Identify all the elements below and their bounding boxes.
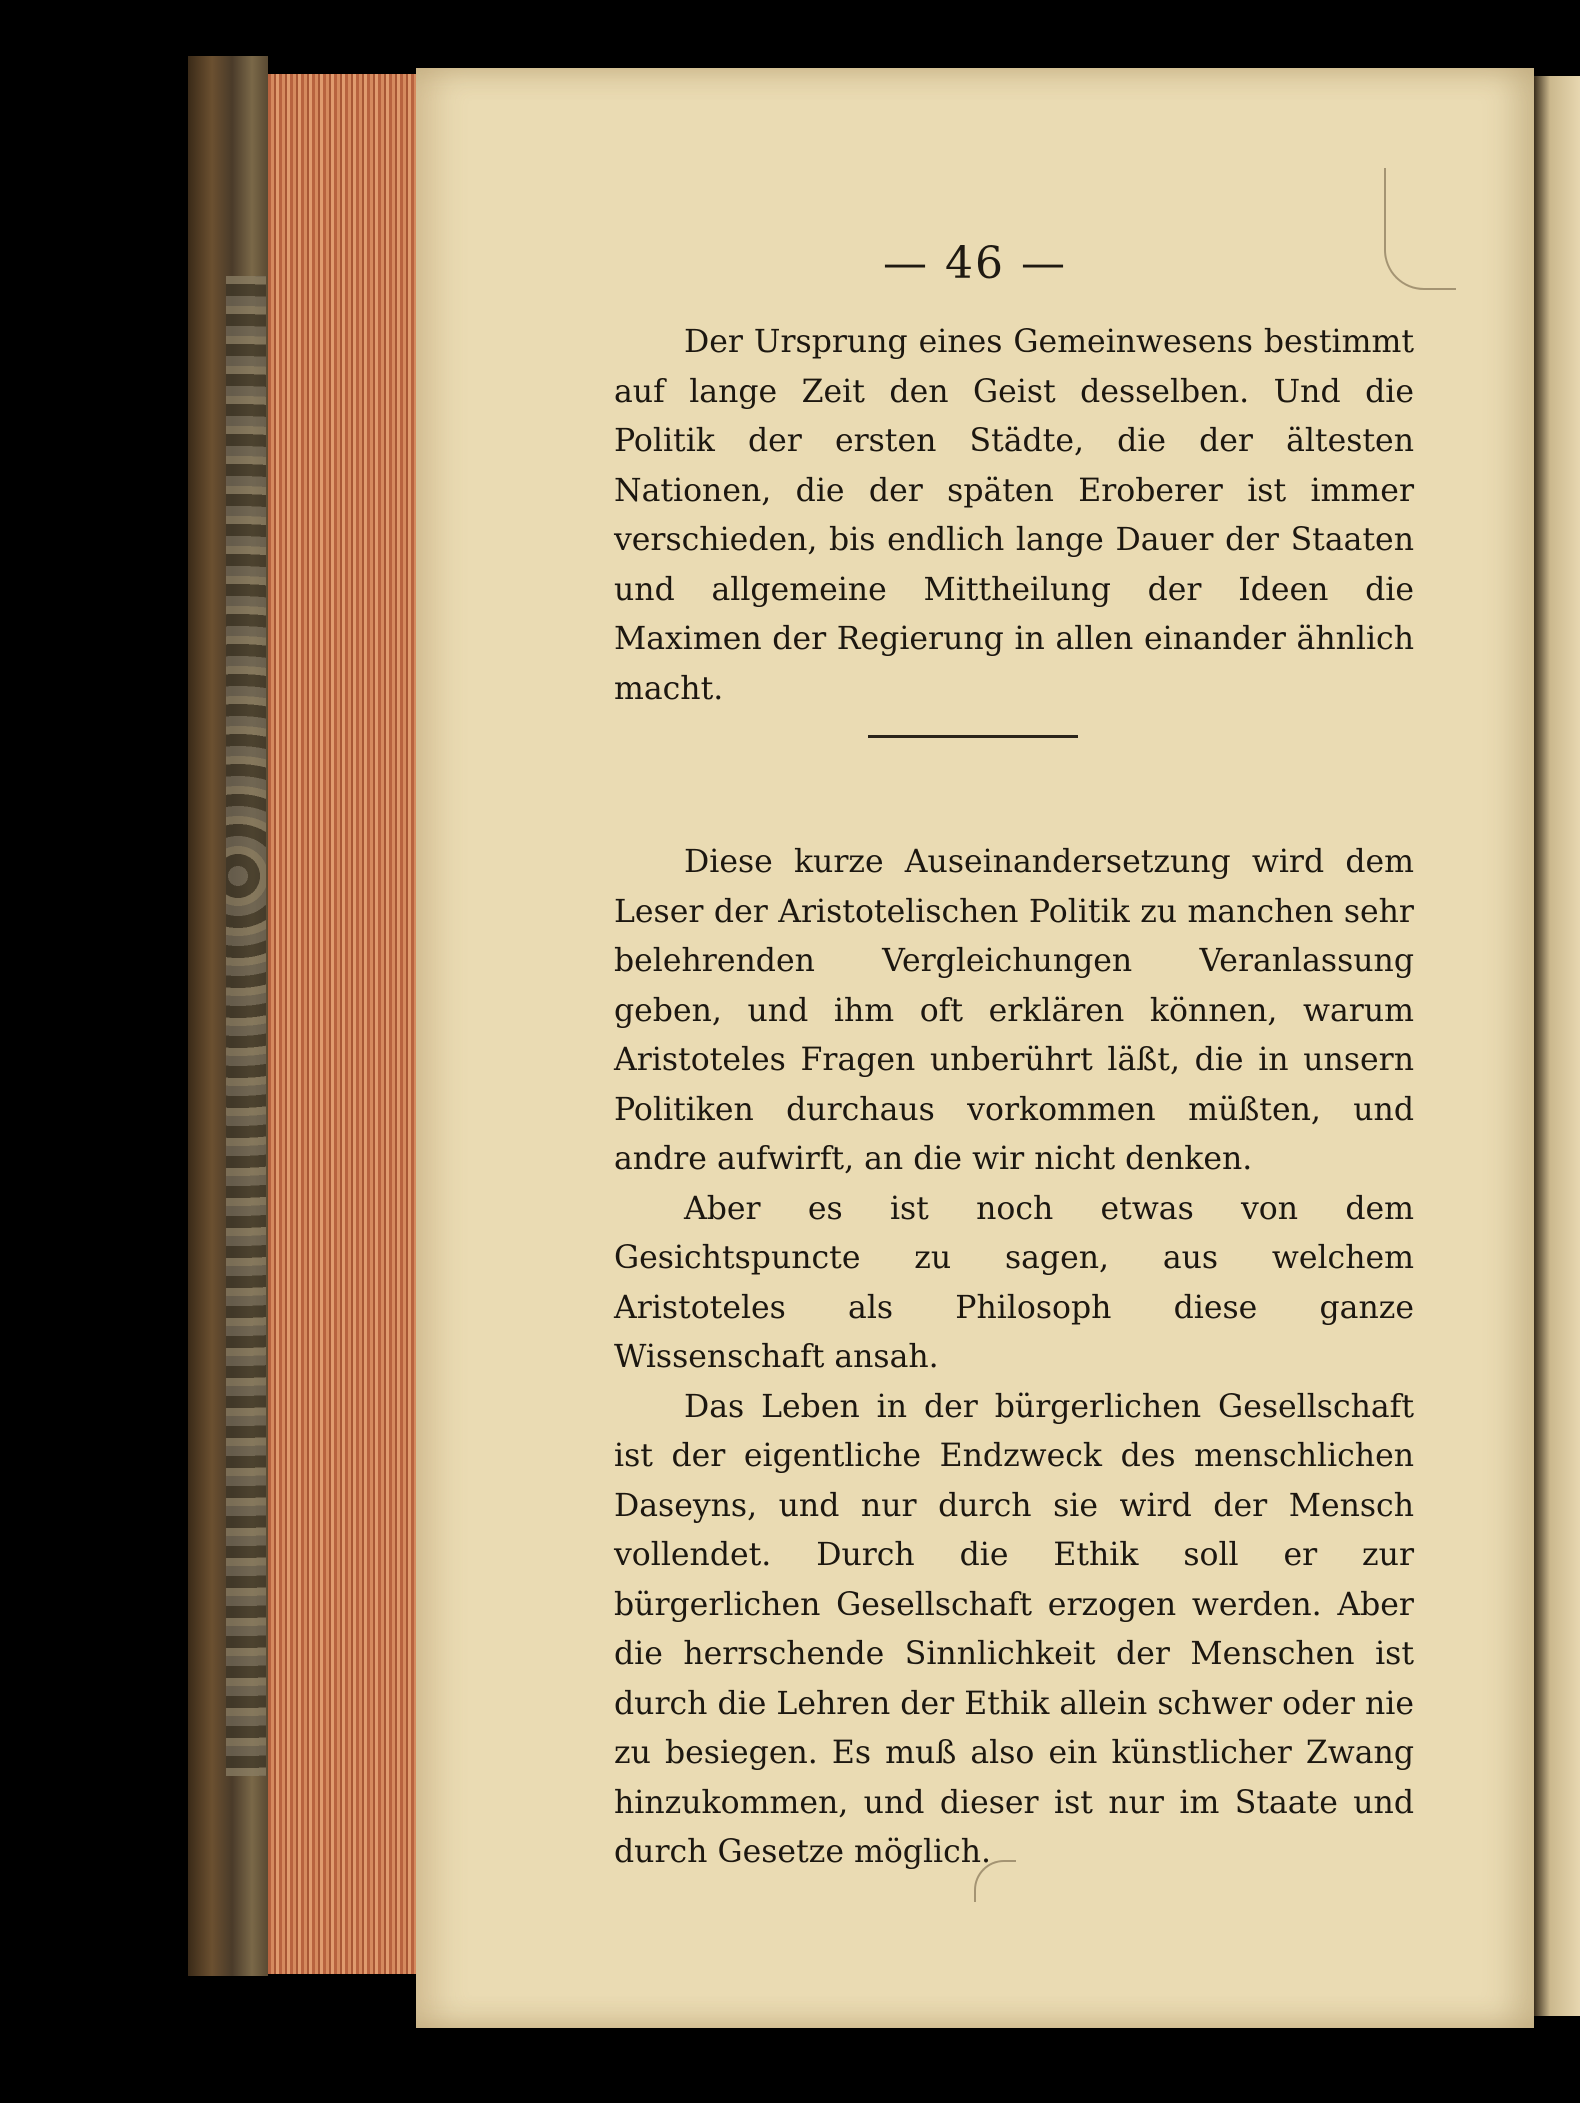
book-page (416, 68, 1534, 2028)
page-number-header: — 46 — (883, 238, 1067, 289)
text-block-1 (614, 318, 1414, 714)
paragraph: Diese kurze Auseinandersetzung wird dem Leser der Aristotelischen Politik zu manchen sehr belehrenden Vergleichungen Veranlassung geben, und ihm oft erklären können, warum Aristoteles Fragen unberührt läßt, die in unsern Politiken durchaus vorkommen müßten, und andre aufwirft, an die wir nicht denken. (614, 844, 1414, 1177)
paragraph: Das Leben in der bürgerlichen Gesellschaft ist der eigentliche Endzweck des menschlichen Daseyns, und nur durch sie wird der Mensch vollendet. Durch die Ethik soll er zur bürgerlichen Gesellschaft erzogen werden. Aber die herrschende Sinnlichkeit der Menschen ist durch die Lehren der Ethik allein schwer oder nie zu besiegen. Es muß also ein künstlicher Zwang hinzukommen, und dieser ist nur im Staate und durch Gesetze möglich. (614, 1388, 1414, 1870)
page-edges (268, 74, 416, 1974)
section-divider (868, 735, 1078, 738)
text-block-2 (614, 838, 1414, 1878)
book-gutter (1534, 76, 1580, 2016)
paragraph: Aber es ist noch etwas von dem Gesichtspuncte zu sagen, aus welchem Aristoteles als Philosoph diese ganze Wissenschaft ansah. (614, 1190, 1414, 1375)
marbled-cover-pattern (226, 276, 266, 1776)
book-cover (188, 56, 268, 1976)
paragraph: Der Ursprung eines Gemeinwesens bestimmt auf lange Zeit den Geist desselben. Und die Politik der ersten Städte, die der ältesten Nationen, die der späten Eroberer ist immer verschieden, bis endlich lange Dauer der Staaten und allgemeine Mittheilung der Ideen die Maximen der Regierung in allen einander ähnlich macht. (614, 324, 1414, 707)
book (188, 56, 1580, 2103)
